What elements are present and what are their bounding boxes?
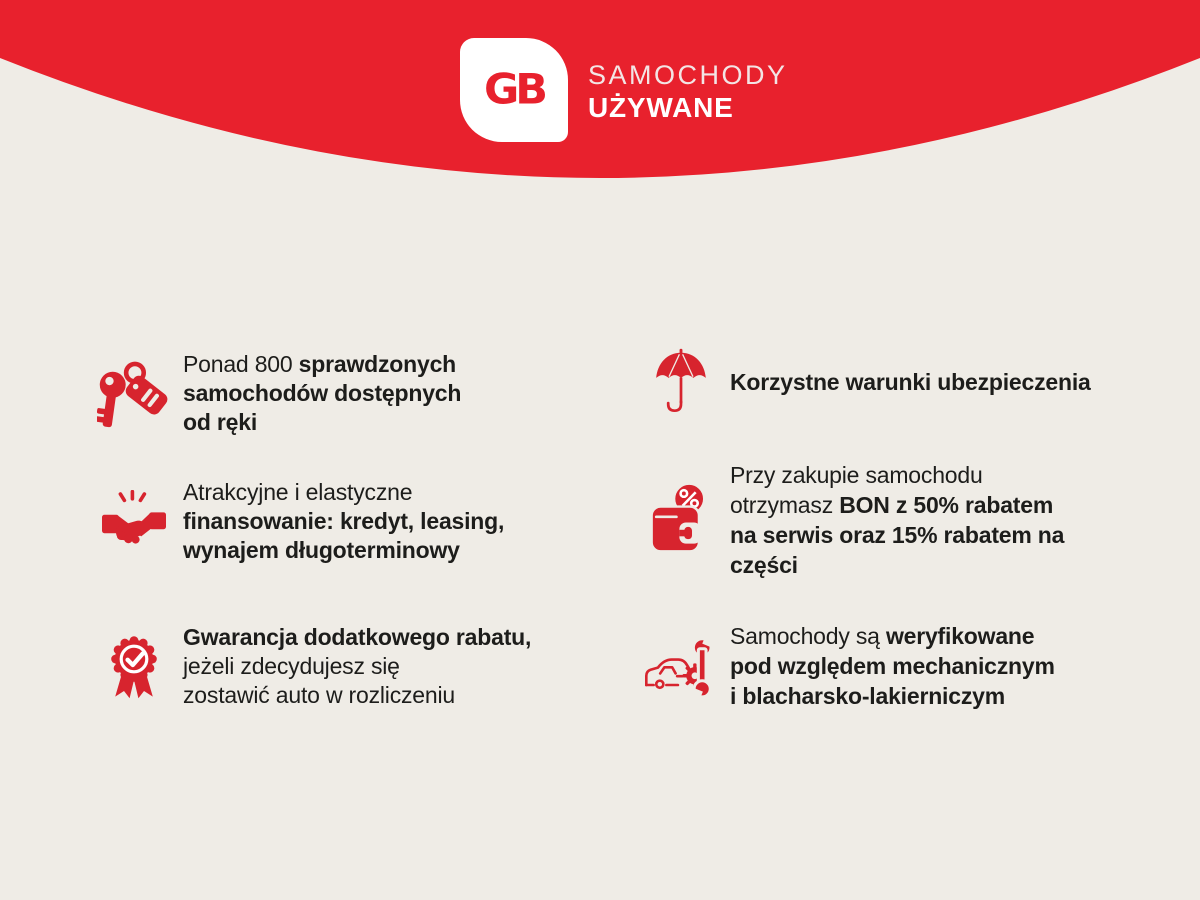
feature-text-line: wynajem długoterminowy	[183, 537, 460, 563]
feature-text-line: i blacharsko-lakierniczym	[730, 683, 1005, 709]
gb-logo	[460, 38, 568, 142]
car-service-icon	[644, 633, 718, 700]
feature-text-line: Samochody są weryfikowane	[730, 623, 1035, 649]
feature-text	[730, 460, 1064, 580]
header-banner	[0, 0, 1200, 300]
feature-text-line: od ręki	[183, 409, 258, 435]
gb-logo-text: GB	[483, 65, 545, 115]
feature-text-line: Atrakcyjne i elastyczne	[183, 479, 413, 505]
feature-verification	[644, 621, 1055, 711]
award-icon	[97, 630, 171, 704]
feature-text	[730, 367, 1091, 397]
header-title-line2: UŻYWANE	[588, 92, 734, 123]
feature-text-line: Przy zakupie samochodu	[730, 462, 983, 488]
handshake-icon	[97, 490, 171, 554]
feature-text-line: jeżeli zdecydujesz się	[183, 653, 400, 679]
keys-icon	[97, 356, 171, 432]
feature-discount-guarantee	[97, 623, 531, 710]
feature-text	[183, 623, 531, 710]
feature-text-line: otrzymasz BON z 50% rabatem	[730, 492, 1054, 518]
feature-service-voucher	[644, 460, 1064, 580]
header-titles	[588, 62, 788, 122]
feature-text	[730, 621, 1055, 711]
feature-text-line: zostawić auto w rozliczeniu	[183, 682, 455, 708]
feature-text-line: części	[730, 552, 798, 578]
feature-text-line: samochodów dostępnych	[183, 380, 462, 406]
feature-text-line: na serwis oraz 15% rabatem na	[730, 522, 1065, 548]
feature-text-line: Ponad 800 sprawdzonych	[183, 351, 457, 377]
wallet-icon	[644, 478, 718, 562]
feature-text-line: pod względem mechanicznym	[730, 653, 1055, 679]
feature-available-cars	[97, 350, 461, 437]
feature-financing	[97, 478, 504, 565]
feature-text-line: finansowanie: kredyt, leasing,	[183, 508, 505, 534]
header-title-line1: SAMOCHODY	[588, 60, 788, 90]
feature-insurance	[644, 347, 1091, 416]
feature-text	[183, 350, 461, 437]
feature-text-line: Korzystne warunki ubezpieczenia	[730, 368, 1091, 395]
feature-text	[183, 478, 504, 565]
umbrella-icon	[644, 347, 718, 416]
feature-text-line: Gwarancja dodatkowego rabatu,	[183, 624, 532, 650]
